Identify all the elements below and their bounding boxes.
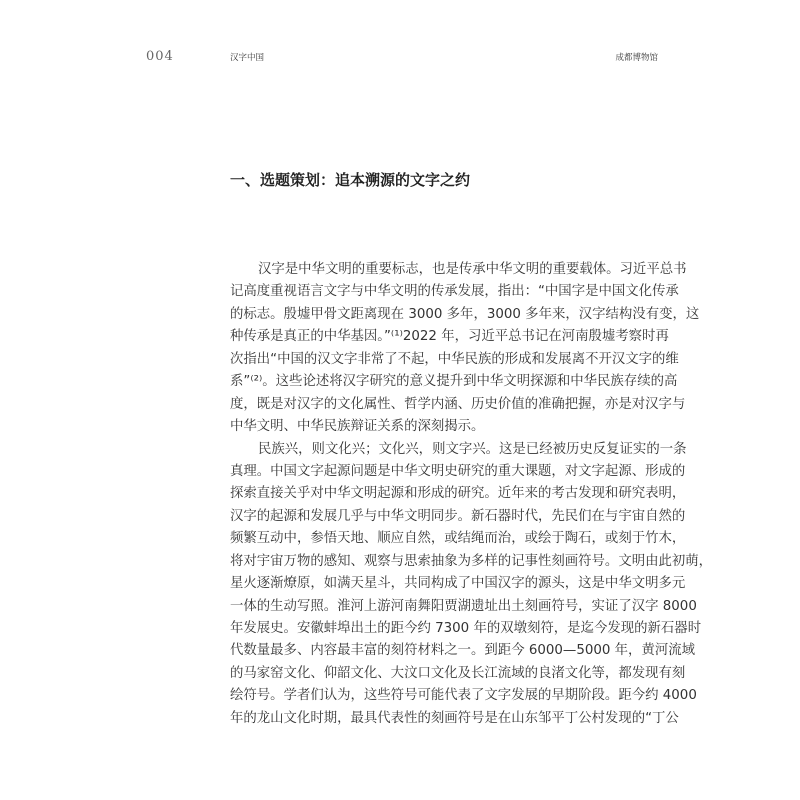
body-text <box>230 259 713 730</box>
text-line: 将对宇宙万物的感知、观察与思索抽象为多样的记事性刻画符号。文明由此初萌， <box>230 553 713 569</box>
text-line: 年发展史。安徽蚌埠出土的距今约 7300 年的双墩刻符，是迄今发现的新石器时 <box>230 621 702 636</box>
text-line: 绘符号。学者们认为，这些符号可能代表了文字发展的早期阶段。距今约 4000 <box>230 688 697 704</box>
text-line: 汉字是中华文明的重要标志，也是传承中华文明的重要载体。习近平总书 <box>258 262 687 277</box>
text-line: 一体的生动写照。淮河上游河南舞阳贾湖遗址出土刻画符号，实证了汉字 8000 <box>230 598 697 614</box>
page-number: 004 <box>146 49 174 64</box>
text-line: 种传承是真正的中华基因。”⁽¹⁾2022 年，习近平总书记在河南殷墟考察时再 <box>230 329 669 345</box>
text-line: 的马家窑文化、仰韶文化、大汶口文化及长江流域的良渚文化等，都发现有刻 <box>230 665 686 681</box>
text-line: 探索直接关乎对中华文明起源和形成的研究。近年来的考古发现和研究表明， <box>230 486 686 502</box>
text-line: 真理。中国文字起源问题是中华文明史研究的重大课题，对文字起源、形成的 <box>230 463 686 479</box>
text-line: 次指出“中国的汉文字非常了不起，中华民族的形成和发展离不开汉文字的维 <box>230 351 679 367</box>
text-line: 中华文明、中华民族辩证关系的深刻揭示。 <box>230 419 485 435</box>
running-header-publisher: 成都博物馆 <box>615 53 658 63</box>
running-header-book-title: 汉字中国 <box>230 53 265 63</box>
text-line: 记高度重视语言文字与中华文明的传承发展，指出：“中国字是中国文化传承 <box>230 284 679 300</box>
text-line: 系”⁽²⁾。这些论述将汉字研究的意义提升到中华文明探源和中华民族存续的高 <box>230 374 678 390</box>
text-line: 的标志。殷墟甲骨文距离现在 3000 多年，3000 多年来，汉字结构没有变，这 <box>230 306 700 322</box>
text-line: 民族兴，则文化兴；文化兴，则文字兴。这是已经被历史反复证实的一条 <box>258 441 687 457</box>
text-line: 度，既是对汉字的文化属性、哲学内涵、历史价值的准确把握，亦是对汉字与 <box>230 396 686 412</box>
text-line: 星火逐渐燎原，如满天星斗，共同构成了中国汉字的源头，这是中华文明多元 <box>230 576 686 592</box>
section-title: 一、选题策划：追本溯源的文字之约 <box>230 171 471 189</box>
text-line: 频繁互动中，参悟天地、顺应自然，或结绳而治，或绘于陶石，或刻于竹木， <box>230 531 686 547</box>
text-line: 汉字的起源和发展几乎与中华文明同步。新石器时代，先民们在与宇宙自然的 <box>230 508 686 524</box>
text-line: 年的龙山文化时期，最具代表性的刻画符号是在山东邹平丁公村发现的“丁公 <box>230 710 679 726</box>
text-line: 代数量最多、内容最丰富的刻符材料之一。到距今 6000—5000 年，黄河流域 <box>230 643 695 659</box>
